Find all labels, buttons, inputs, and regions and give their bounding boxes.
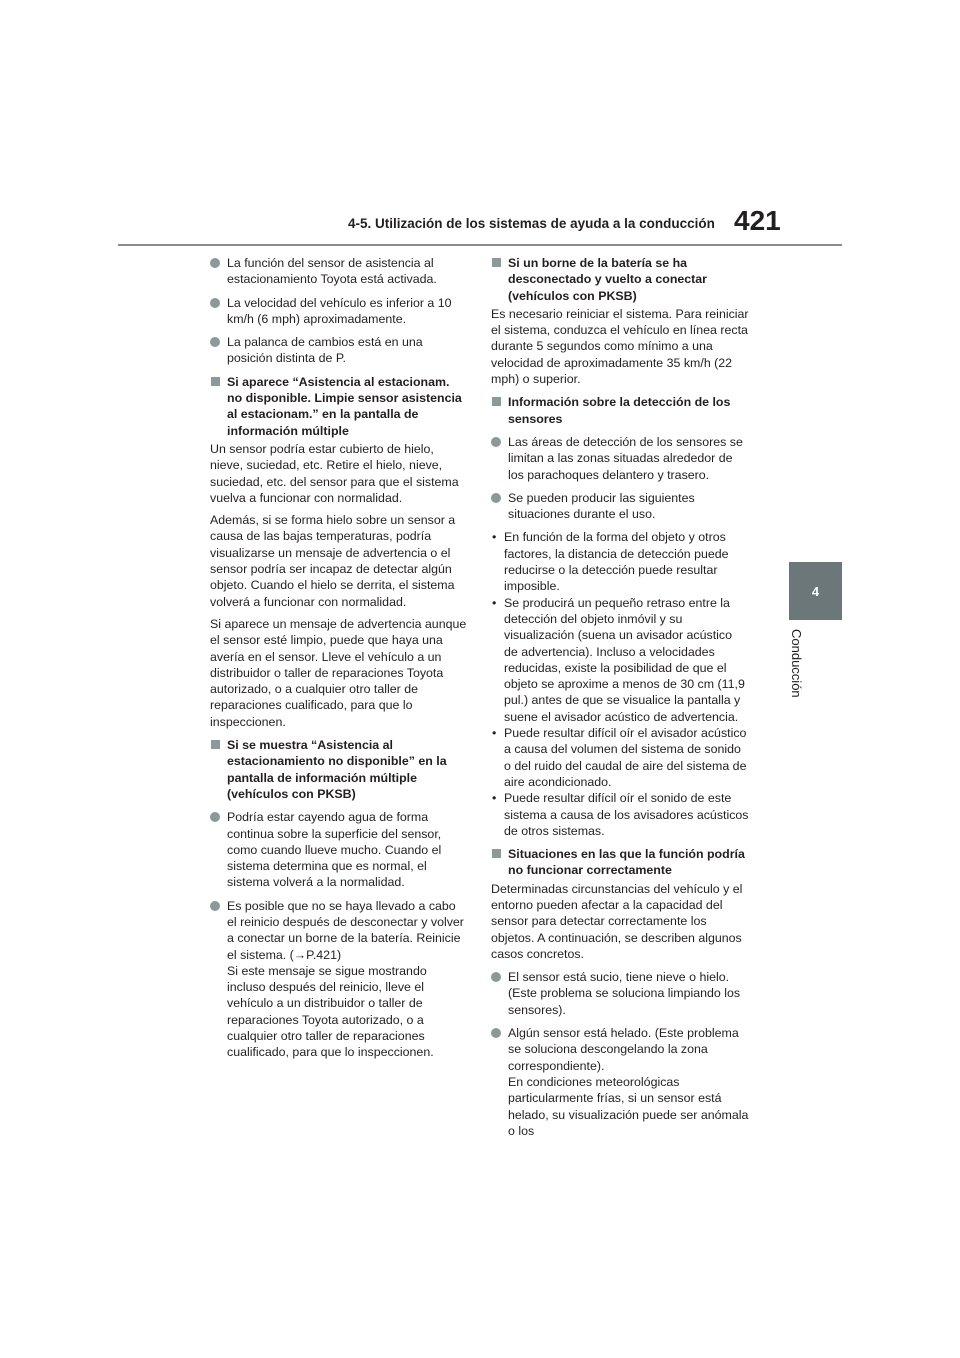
right-column: [491, 255, 749, 1146]
paragraph: Además, si se forma hielo sobre un sensor a causa de las bajas temperaturas, podría visualizarse un mensaje de advertencia o el sensor podría ser incapaz de detectar algún objeto. Cuando el hielo se derrita, el sistema volverá a funcionar con normalidad.: [210, 513, 456, 609]
paragraph: Determinadas circunstancias del vehículo y el entorno pueden afectar a la capacidad del sensor para detectar correctamente los objetos. A continuación, se describen algunos casos concretos.: [491, 881, 743, 961]
section-header-title: 4-5. Utilización de los sistemas de ayuda a la conducción: [348, 216, 715, 231]
section-heading: Información sobre la detección de los sensores: [491, 394, 749, 427]
chapter-number: 4: [811, 583, 820, 599]
left-column: [210, 255, 468, 1068]
bullet-item: [210, 898, 468, 1061]
sub-bullet: • En función de la forma del objeto y otros factores, la distancia de detección puede reducirse o la detección puede resultar imposible.: [491, 529, 749, 594]
section-heading: Si se muestra “Asistencia al estacionamiento no disponible” en la pantalla de información múltiple (vehículos con PKSB): [210, 737, 468, 802]
bullet-item: Las áreas de detección de los sensores se limitan a las zonas situadas alrededor de los parachoques delantero y trasero.: [491, 434, 749, 483]
bullet-text: En condiciones meteorológicas particularmente frías, si un sensor está helado, su visualización puede ser anómala o los: [508, 1074, 749, 1138]
bullet-item: La función del sensor de asistencia al estacionamiento Toyota está activada.: [210, 255, 468, 288]
section-heading: Situaciones en las que la función podría no funcionar correctamente: [491, 846, 749, 879]
bullet-item: La palanca de cambios está en una posición distinta de P.: [210, 334, 468, 367]
bullet-text: Algún sensor está helado. (Este problema se soluciona descongelando la zona correspondiente).: [508, 1026, 739, 1073]
sub-bullet: • Puede resultar difícil oír el avisador acústico a causa del volumen del sistema de sonido o del ruido del caudal de aire del sistema de aire acondicionado.: [491, 725, 749, 790]
chapter-tab[interactable]: [789, 562, 842, 620]
bullet-text: Si este mensaje se sigue mostrando incluso después del reinicio, lleve el vehículo a un distribuidor o taller de reparaciones Toyota autorizado, o a cualquier otro taller de reparaciones cualificado, para que lo inspeccionen.: [227, 963, 434, 1060]
bullet-text: Se pueden producir las siguientes situaciones durante el uso.: [508, 490, 695, 522]
paragraph: Si aparece un mensaje de advertencia aunque el sensor esté limpio, puede que haya una avería en el sensor. Lleve el vehículo a un distribuidor o taller de reparaciones Toyota autorizado, o a cualquier otro taller de reparaciones cualificado, para que lo inspeccionen.: [210, 616, 467, 729]
bullet-item: El sensor está sucio, tiene nieve o hielo. (Este problema se soluciona limpiando los sensores).: [491, 969, 749, 1018]
bullet-text: Es posible que no se haya llevado a cabo el reinicio después de desconectar y volver a conectar un borne de la batería. Reinicie el sistema. (→P.421): [227, 898, 464, 962]
bullet-item: [491, 490, 749, 523]
paragraph: Un sensor podría estar cubierto de hielo, nieve, suciedad, etc. Retire el hielo, nieve, suciedad, etc. del sensor para que el sistema vuelva a funcionar con normalidad.: [210, 441, 459, 505]
bullet-item: [491, 1025, 749, 1139]
bullet-item: Podría estar cayendo agua de forma continua sobre la superficie del sensor, como cuando llueve mucho. Cuando el sistema determina que es normal, el sistema volverá a la normalidad.: [210, 809, 468, 890]
sub-bullet: • Puede resultar difícil oír el sonido de este sistema a causa de los avisadores acústicos de otros sistemas.: [491, 790, 749, 839]
chapter-label: Conducción: [789, 629, 804, 698]
section-heading: Si aparece “Asistencia al estacionam. no disponible. Limpie sensor asistencia al estacionam.” en la pantalla de información múltiple: [210, 374, 468, 439]
paragraph: Es necesario reiniciar el sistema. Para reiniciar el sistema, conduzca el vehículo en línea recta durante 5 segundos como mínimo a una velocidad de aproximadamente 35 km/h (22 mph) o superior.: [491, 306, 749, 387]
header-divider: [118, 244, 842, 246]
bullet-item: La velocidad del vehículo es inferior a 10 km/h (6 mph) aproximadamente.: [210, 295, 468, 328]
sub-bullet: • Se producirá un pequeño retraso entre la detección del objeto inmóvil y su visualización (suena un avisador acústico de advertencia). Incluso a velocidades reducidas, existe la posibilidad de que el objeto se aproxime a menos de 30 cm (11,9 pul.) antes de que se visualice la pantalla y suene el avisador acústico de advertencia.: [491, 595, 749, 725]
section-heading: Si un borne de la batería se ha desconectado y vuelto a conectar (vehículos con PKSB): [491, 255, 749, 304]
page-number: 421: [734, 205, 781, 236]
